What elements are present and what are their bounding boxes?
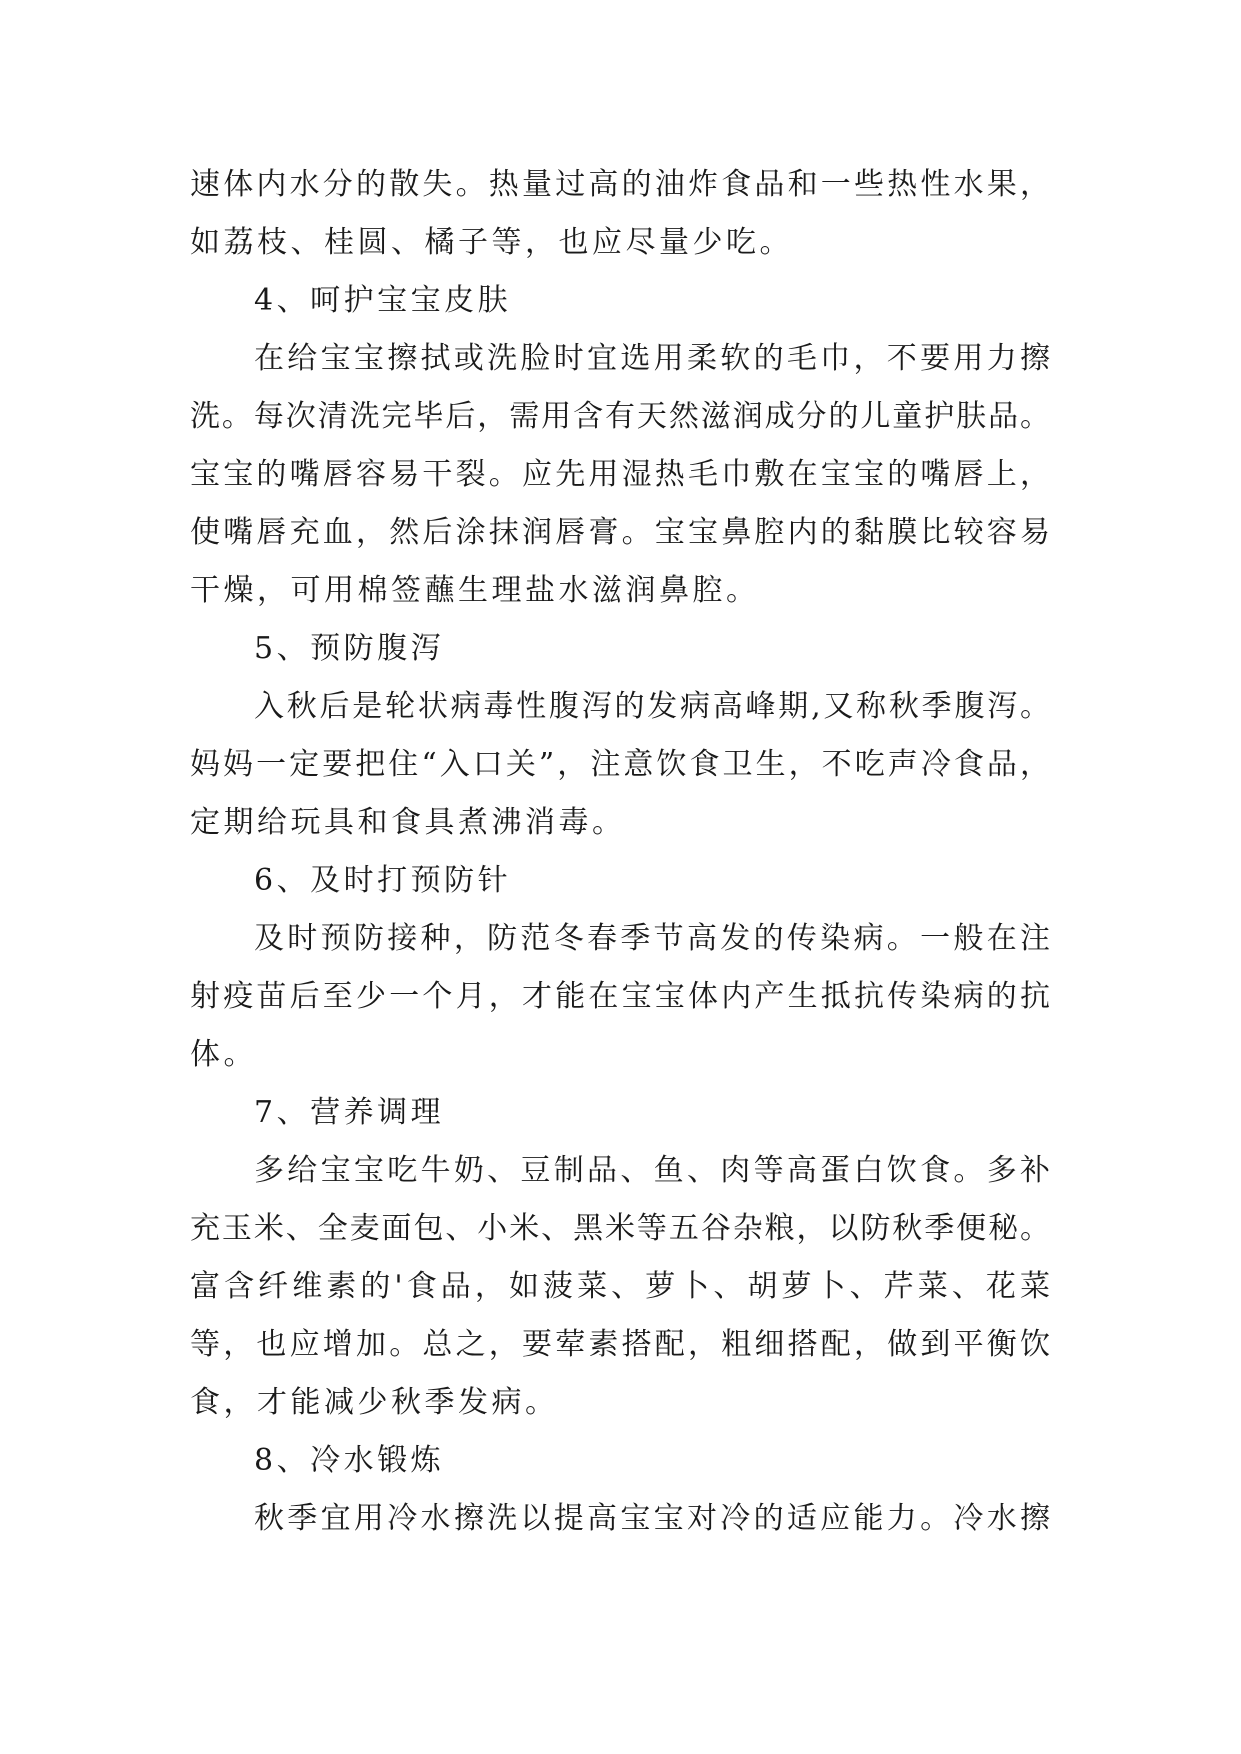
- text-line: 干燥，可用棉签蘸生理盐水滋润鼻腔。: [190, 573, 760, 608]
- text-line: 如荔枝、桂圆、橘子等，也应尽量少吃。: [190, 225, 793, 260]
- text-line: 定期给玩具和食具煮沸消毒。: [190, 805, 626, 840]
- text-line: 使嘴唇充血，然后涂抹润唇膏。宝宝鼻腔内的黏膜比较容易: [190, 515, 1050, 550]
- section-heading: 4、呵护宝宝皮肤: [254, 283, 512, 318]
- text-line: 妈妈一定要把住“入口关”，注意饮食卫生，不吃声冷食品，: [190, 747, 1050, 782]
- text-line: 速体内水分的散失。热量过高的油炸食品和一些热性水果，: [190, 167, 1050, 202]
- text-line: 多给宝宝吃牛奶、豆制品、鱼、肉等高蛋白饮食。多补: [254, 1153, 1050, 1188]
- text-line: 在给宝宝擦拭或洗脸时宜选用柔软的毛巾，不要用力擦: [254, 341, 1050, 376]
- text-line: 秋季宜用冷水擦洗以提高宝宝对冷的适应能力。冷水擦: [254, 1501, 1050, 1536]
- text-line: 及时预防接种，防范冬春季节高发的传染病。一般在注: [254, 921, 1050, 956]
- text-line: 射疫苗后至少一个月，才能在宝宝体内产生抵抗传染病的抗: [190, 979, 1050, 1014]
- text-line: 充玉米、全麦面包、小米、黑米等五谷杂粮，以防秋季便秘。: [190, 1211, 1050, 1246]
- text-line: 富含纤维素的'食品，如菠菜、萝卜、胡萝卜、芹菜、花菜: [190, 1269, 1050, 1304]
- section-heading: 8、冷水锻炼: [254, 1443, 445, 1478]
- text-line: 宝宝的嘴唇容易干裂。应先用湿热毛巾敷在宝宝的嘴唇上，: [190, 457, 1050, 492]
- text-line: 等，也应增加。总之，要荤素搭配，粗细搭配，做到平衡饮: [190, 1327, 1050, 1362]
- document-page: [190, 156, 1050, 1548]
- text-line: 食，才能减少秋季发病。: [190, 1385, 559, 1420]
- text-line: 入秋后是轮状病毒性腹泻的发病高峰期,又称秋季腹泻。: [254, 689, 1050, 724]
- text-line: 体。: [190, 1037, 257, 1072]
- section-heading: 7、营养调理: [254, 1095, 445, 1130]
- section-heading: 5、预防腹泻: [254, 631, 445, 666]
- text-line: 洗。每次清洗完毕后，需用含有天然滋润成分的儿童护肤品。: [190, 399, 1050, 434]
- section-heading: 6、及时打预防针: [254, 863, 512, 898]
